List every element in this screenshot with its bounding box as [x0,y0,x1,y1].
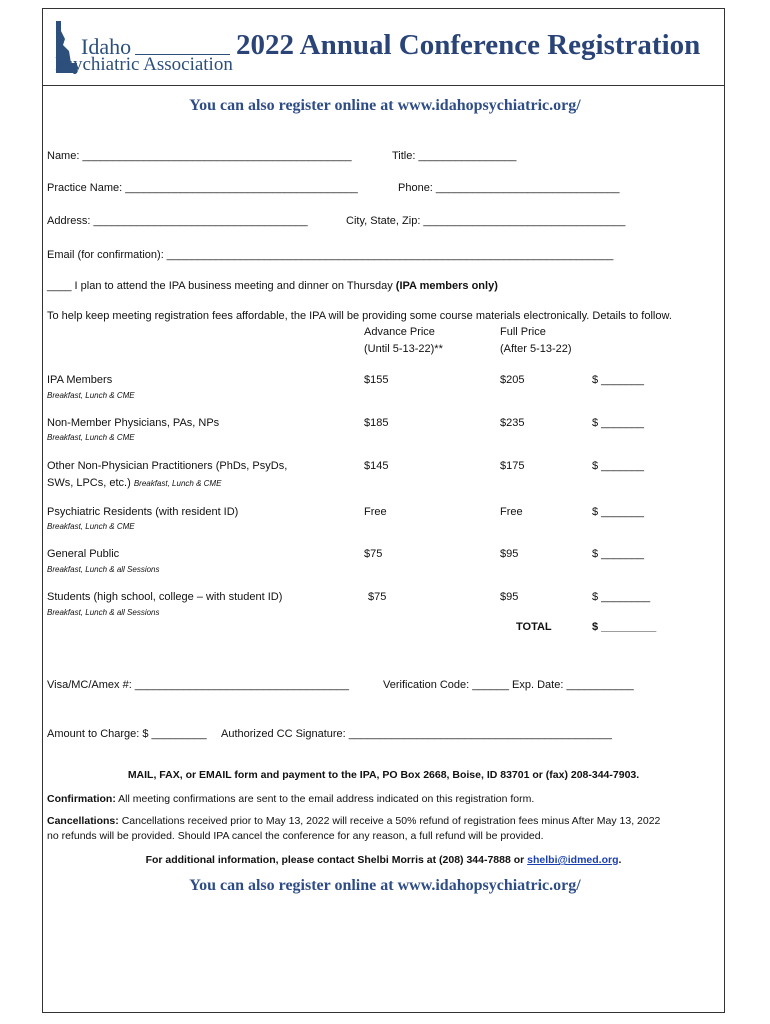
amount-to-charge-field[interactable]: Amount to Charge: $ _________ [47,728,207,740]
row-label: Other Non-Physician Practitioners (PhDs, PsyDs, [47,460,288,472]
card-number-field[interactable]: Visa/MC/Amex #: ___________________________________ [47,679,349,691]
row-label: General Public [47,548,120,560]
row-advance: Free [364,506,387,518]
advance-price-date: (Until 5-13-22)** [364,343,443,355]
cancellation-text: Cancellations received prior to May 13, 2022 will receive a 50% refund of registration fees minus After May 13, 2022 [118,815,661,827]
total-amount[interactable]: $ _________ [592,621,657,633]
confirmation-note [47,793,534,805]
row-sub: Breakfast, Lunch & all Sessions [47,565,160,574]
email-field[interactable]: Email (for confirmation): _________________________________________________________________________ [47,249,614,261]
fee-note: To help keep meeting registration fees affordable, the IPA will be providing some course materials electronically. Details to follow. [47,310,672,322]
row-label-line2: SWs, LPCs, etc.) [47,477,131,489]
confirmation-text: All meeting confirmations are sent to the email address indicated on this registration form. [115,793,535,805]
row-advance: $155 [364,374,389,386]
row-advance: $75 [364,548,383,560]
logo-subtitle: Psychiatric Association [55,54,233,75]
phone-field[interactable]: Phone: ______________________________ [398,182,620,194]
row-sub: Breakfast, Lunch & all Sessions [47,608,160,617]
row-label: Non-Member Physicians, PAs, NPs [47,417,220,429]
cancellation-note [47,815,660,827]
header-divider [42,85,725,86]
title-field[interactable]: Title: ________________ [392,150,517,162]
mail-instructions: MAIL, FAX, or EMAIL form and payment to the IPA, PO Box 2668, Boise, ID 83701 or (fax) 208-344-7903. [127,769,640,781]
cancellation-text-line2: no refunds will be provided. Should IPA cancel the conference for any reason, a full refund will be provided. [47,830,544,842]
name-field[interactable]: Name: ____________________________________________ [47,150,352,162]
page-title: 2022 Annual Conference Registration [236,29,701,61]
row-sub: Breakfast, Lunch & CME [47,391,135,400]
row-advance: $145 [364,460,389,472]
row-full: $95 [500,548,519,560]
row-full: $175 [500,460,525,472]
contact-info [42,854,725,866]
contact-text: For additional information, please contact Shelbi Morris at (208) 344-7888 or [145,854,528,866]
row-full: $95 [500,591,519,603]
row-advance: $75 [368,591,387,603]
row-label: Students (high school, college – with student ID) [47,591,283,603]
total-label: TOTAL [516,621,552,633]
online-link-bottom[interactable]: You can also register online at www.idahopsychiatric.org/ [189,877,581,894]
address-field[interactable]: Address: ___________________________________ [47,215,308,227]
row-amount[interactable]: $ _______ [592,548,644,560]
row-amount[interactable]: $ _______ [592,417,644,429]
row-full: Free [500,506,523,518]
row-sub: Breakfast, Lunch & CME [47,433,135,442]
row-sub: Breakfast, Lunch & CME [133,479,222,488]
row-amount[interactable]: $ _______ [592,506,644,518]
online-link-top[interactable]: You can also register online at www.idahopsychiatric.org/ [189,97,581,114]
advance-price-header: Advance Price [364,326,435,338]
city-state-zip-field[interactable]: City, State, Zip: _________________________________ [346,215,626,227]
attend-dinner-line[interactable] [47,280,498,292]
row-sub: Breakfast, Lunch & CME [47,522,135,531]
row-amount[interactable]: $ _______ [592,374,644,386]
practice-name-field[interactable]: Practice Name: ______________________________________ [47,182,358,194]
contact-email-link[interactable]: shelbi@idmed.org [527,854,619,866]
row-label: IPA Members [47,374,113,386]
contact-suffix: . [618,854,622,866]
row-amount[interactable]: $ ________ [592,591,651,603]
row-amount[interactable]: $ _______ [592,460,644,472]
cancellation-label: Cancellations: [47,815,119,827]
attend-dinner-text: ____ I plan to attend the IPA business meeting and dinner on Thursday [47,280,396,292]
verification-exp-field[interactable]: Verification Code: ______ Exp. Date: ___________ [383,679,634,691]
full-price-header: Full Price [500,326,546,338]
row-label-cont [47,477,221,489]
full-price-date: (After 5-13-22) [500,343,572,355]
ipa-logo [53,19,233,79]
attend-dinner-note: (IPA members only) [395,280,498,292]
row-full: $205 [500,374,525,386]
row-label: Psychiatric Residents (with resident ID) [47,506,239,518]
confirmation-label: Confirmation: [47,793,116,805]
cc-signature-field[interactable]: Authorized CC Signature: ___________________________________________ [221,728,612,740]
logo-name: Idaho [81,34,132,59]
row-full: $235 [500,417,525,429]
row-advance: $185 [364,417,389,429]
